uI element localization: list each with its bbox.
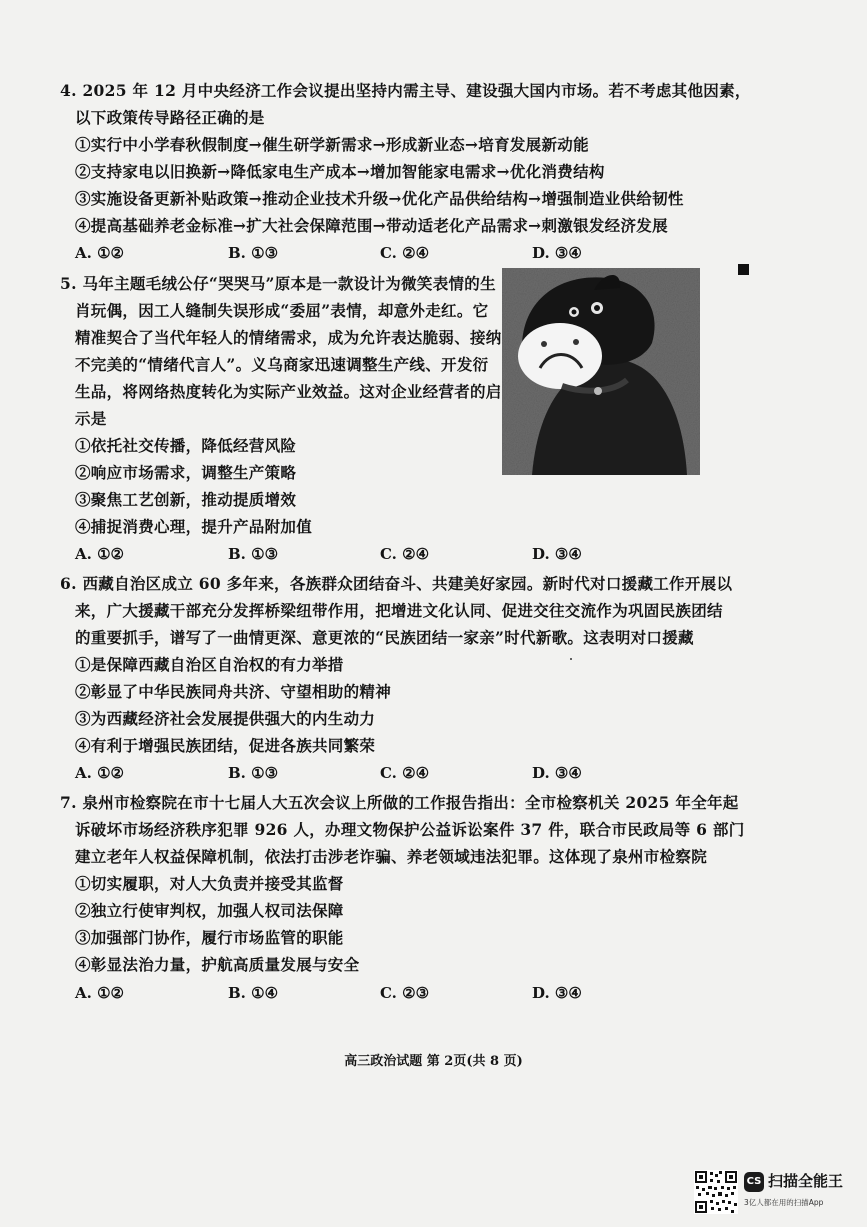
q5-stem-line6: 示是: [75, 409, 107, 428]
scanner-slogan: 3亿人都在用的扫描App: [744, 1198, 824, 1207]
q7-stem-line3: 建立老年人权益保障机制，依法打击涉老诈骗、养老领域违法犯罪。这体现了泉州市检察院: [75, 847, 708, 866]
margin-marker-square: [738, 264, 749, 275]
q5-item-1: ①依托社交传播，降低经营风险: [75, 436, 297, 455]
q4-item-3: ③实施设备更新补贴政策→推动企业技术升级→优化产品供给结构→增强制造业供给韧性: [75, 189, 684, 208]
q5-option-b: B. ①③: [228, 545, 279, 563]
q4-stem-line2: 以下政策传导路径正确的是: [75, 108, 265, 127]
q6-item-1: ①是保障西藏自治区自治权的有力举措: [75, 655, 344, 674]
q4-item-2: ②支持家电以旧换新→降低家电生产成本→增加智能家电需求→优化消费结构: [75, 162, 605, 181]
q6-stem-line1: 6. 西藏自治区成立 60 多年来，各族群众团结奋斗、共建美好家园。新时代对口援藏工作开展以: [60, 574, 733, 593]
qr-code-icon: [694, 1170, 738, 1214]
q6-option-d: D. ③④: [532, 764, 582, 782]
q7-option-d: D. ③④: [532, 984, 582, 1002]
q4-option-a: A. ①②: [75, 244, 124, 262]
q6-stem-line3: 的重要抓手，谱写了一曲情更深、意更浓的“民族团结一家亲”时代新歌。这表明对口援藏: [75, 628, 694, 647]
q6-option-b: B. ①③: [228, 764, 279, 782]
page-footer: 高三政治试题 第 2页(共 8 页): [344, 1054, 523, 1069]
q5-stem-line5: 生品，将网络热度转化为实际产业效益。这对企业经营者的启: [75, 382, 502, 401]
q7-option-a: A. ①②: [75, 984, 124, 1002]
q6-option-a: A. ①②: [75, 764, 124, 782]
q5-stem-line3: 精准契合了当代年轻人的情绪需求，成为允许表达脆弱、接纳: [75, 328, 502, 347]
camscanner-logo-icon: CS: [744, 1172, 764, 1192]
q7-item-4: ④彰显法治力量，护航高质量发展与安全: [75, 955, 360, 974]
q4-stem-line1: 4. 2025 年 12 月中央经济工作会议提出坚持内需主导、建设强大国内市场。若不考虑其他因素，: [60, 81, 751, 100]
q6-option-c: C. ②④: [380, 764, 430, 782]
q4-option-c: C. ②④: [380, 244, 430, 262]
q4-option-d: D. ③④: [532, 244, 582, 262]
scanner-app-name: 扫描全能王: [768, 1172, 844, 1190]
q7-stem-line1: 7. 泉州市检察院在市十七届人大五次会议上所做的工作报告指出：全市检察机关 2025 年全年起: [60, 793, 739, 812]
crying-horse-plush-photo: [502, 268, 700, 475]
q4-item-1: ①实行中小学春秋假制度→催生研学新需求→形成新业态→培育发展新动能: [75, 135, 589, 154]
q7-option-c: C. ②③: [380, 984, 430, 1002]
q4-option-b: B. ①③: [228, 244, 279, 262]
q5-option-d: D. ③④: [532, 545, 582, 563]
q5-item-2: ②响应市场需求，调整生产策略: [75, 463, 297, 482]
q7-option-b: B. ①④: [228, 984, 279, 1002]
q6-item-4: ④有利于增强民族团结，促进各族共同繁荣: [75, 736, 376, 755]
scanner-watermark: [694, 1168, 854, 1218]
q6-stem-line2: 来，广大援藏干部充分发挥桥梁纽带作用，把增进文化认同、促进交往交流作为巩固民族团结: [75, 601, 723, 620]
scan-speck: [570, 658, 572, 660]
q7-item-2: ②独立行使审判权，加强人权司法保障: [75, 901, 344, 920]
q5-item-3: ③聚焦工艺创新，推动提质增效: [75, 490, 297, 509]
q5-stem-line4: 不完美的“情绪代言人”。义乌商家迅速调整生产线、开发衍: [75, 355, 489, 374]
q7-stem-line2: 诉破坏市场经济秩序犯罪 926 人，办理文物保护公益诉讼案件 37 件，联合市民政局等 6 部门: [75, 820, 745, 839]
q6-item-3: ③为西藏经济社会发展提供强大的内生动力: [75, 709, 376, 728]
q5-stem-line1: 5. 马年主题毛绒公仔“哭哭马”原本是一款设计为微笑表情的生: [60, 274, 496, 293]
q6-item-2: ②彰显了中华民族同舟共济、守望相助的精神: [75, 682, 392, 701]
q5-item-4: ④捕捉消费心理，提升产品附加值: [75, 517, 313, 536]
q7-item-1: ①切实履职，对人大负责并接受其监督: [75, 874, 344, 893]
q5-option-a: A. ①②: [75, 545, 124, 563]
q5-stem-line2: 肖玩偶，因工人缝制失误形成“委屈”表情，却意外走红。它: [75, 301, 489, 320]
q7-item-3: ③加强部门协作，履行市场监管的职能: [75, 928, 344, 947]
q4-item-4: ④提高基础养老金标准→扩大社会保障范围→带动适老化产品需求→刺激银发经济发展: [75, 216, 668, 235]
q5-option-c: C. ②④: [380, 545, 430, 563]
